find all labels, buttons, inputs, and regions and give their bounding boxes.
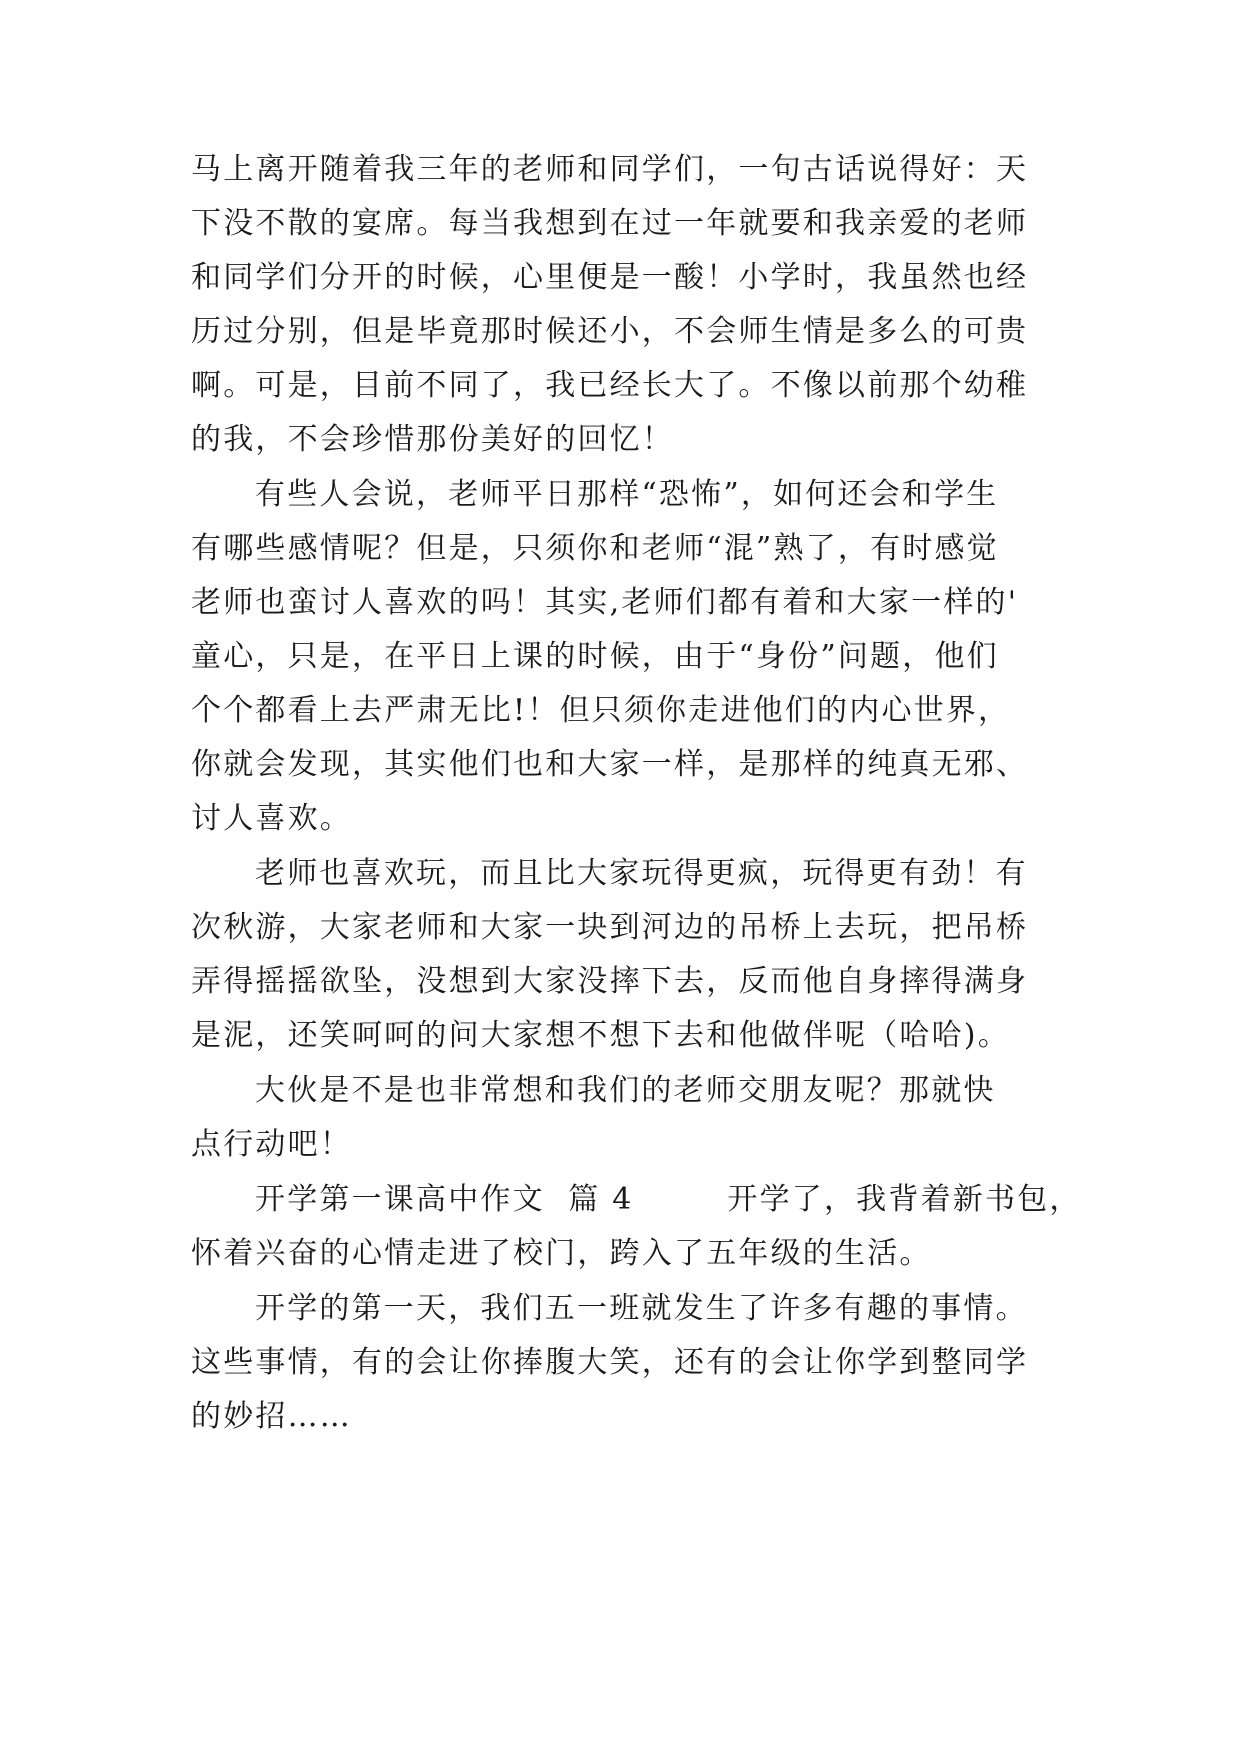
text-line: 你就会发现，其实他们也和大家一样，是那样的纯真无邪、: [191, 747, 1029, 782]
text-line: 弄得摇摇欲坠，没想到大家没摔下去，反而他自身摔得满身: [191, 964, 1029, 999]
text-line: 童心，只是，在平日上课的时候，由于“身份”问题，他们: [191, 639, 999, 674]
text-line: 马上离开随着我三年的老师和同学们，一句古话说得好：天: [191, 152, 1029, 187]
text-line: 历过分别，但是毕竟那时候还小，不会师生情是多么的可贵: [191, 314, 1029, 349]
text-line: 是泥，还笑呵呵的问大家想不想下去和他做伴呢（哈哈)。: [191, 1018, 1010, 1053]
text-line: 的我，不会珍惜那份美好的回忆！: [191, 422, 674, 457]
text-line: 下没不散的宴席。每当我想到在过一年就要和我亲爱的老师: [191, 206, 1029, 241]
text-line: 次秋游，大家老师和大家一块到河边的吊桥上去玩，把吊桥: [191, 910, 1029, 945]
section-heading-line: 开学第一课高中作文 篇 4 开学了，我背着新书包，: [255, 1182, 1082, 1217]
text-line: 老师也蛮讨人喜欢的吗！其实,老师们都有着和大家一样的': [191, 585, 1019, 620]
text-line: 的妙招……: [191, 1399, 352, 1434]
text-line: 和同学们分开的时候，心里便是一酸！小学时，我虽然也经: [191, 260, 1029, 295]
text-line: 怀着兴奋的心情走进了校门，跨入了五年级的生活。: [191, 1236, 932, 1271]
text-line: 个个都看上去严肃无比!！但只须你走进他们的内心世界，: [191, 693, 1011, 728]
text-line: 讨人喜欢。: [191, 801, 352, 836]
text-line: 啊。可是，目前不同了，我已经长大了。不像以前那个幼稚: [191, 368, 1029, 403]
paragraph-start-line: 老师也喜欢玩，而且比大家玩得更疯，玩得更有劲！有: [255, 856, 1028, 891]
paragraph-start-line: 有些人会说，老师平日那样“恐怖”，如何还会和学生: [255, 477, 999, 512]
text-line: 有哪些感情呢？但是，只须你和老师“混”熟了，有时感觉: [191, 531, 999, 566]
paragraph-start-line: 大伙是不是也非常想和我们的老师交朋友呢？那就快: [255, 1073, 996, 1108]
text-line: 点行动吧！: [191, 1127, 352, 1162]
text-line: 这些事情，有的会让你捧腹大笑，还有的会让你学到整同学: [191, 1345, 1029, 1380]
paragraph-start-line: 开学的第一天，我们五一班就发生了许多有趣的事情。: [255, 1291, 1028, 1326]
